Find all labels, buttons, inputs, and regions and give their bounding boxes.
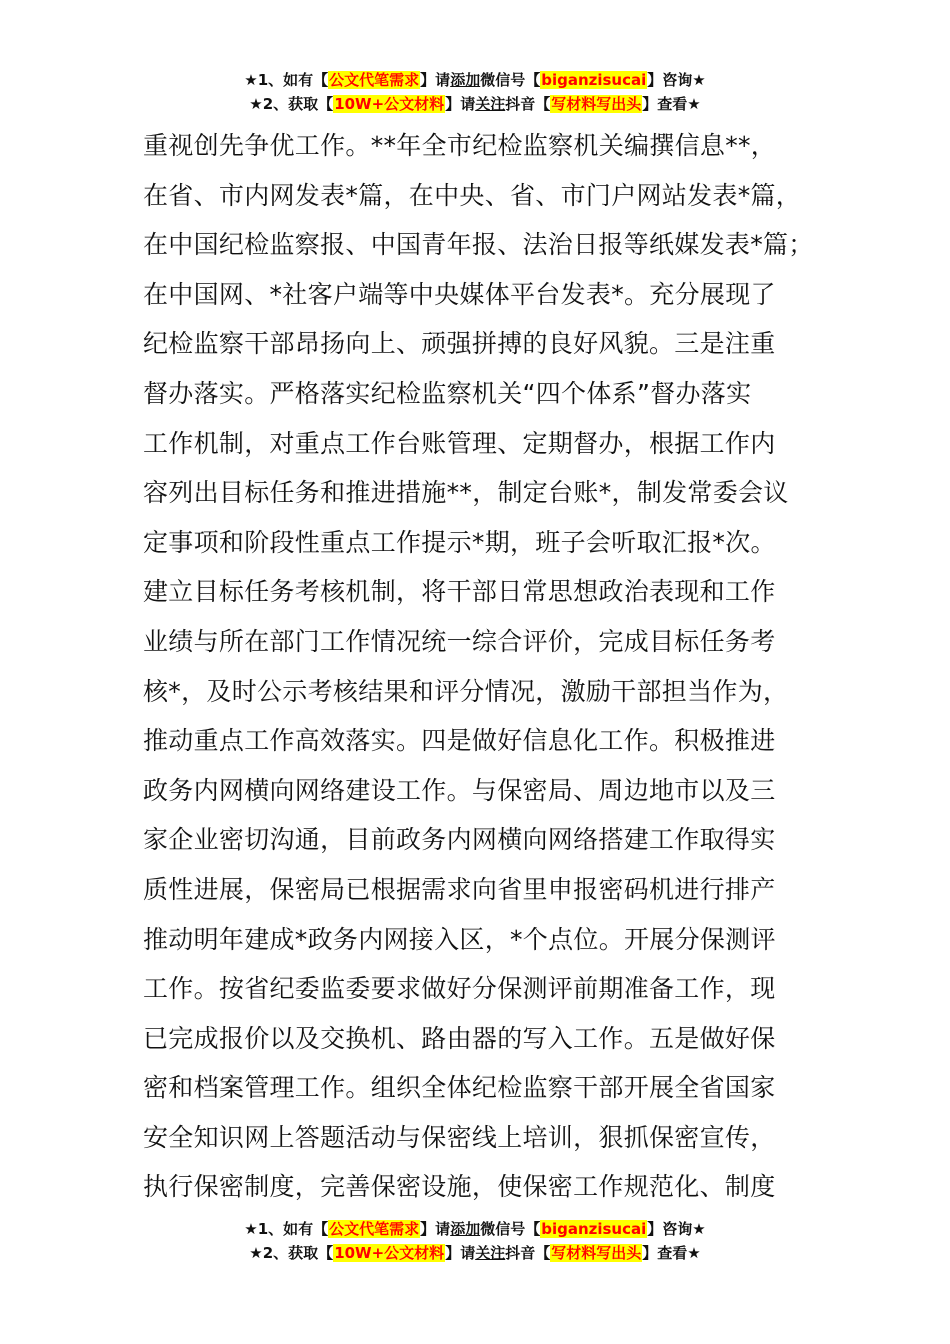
banner-line-1 (0, 68, 950, 92)
underline-text: 关注 (475, 95, 506, 113)
body-line: 建立目标任务考核机制，将干部日常思想政治表现和工作 (143, 577, 776, 607)
body-line: 政务内网横向网络建设工作。与保密局、周边地市以及三 (143, 775, 776, 805)
banner-text: 】请 (420, 1220, 451, 1238)
underline-text: 关注 (475, 1244, 506, 1262)
body-line: 核*，及时公示考核结果和评分情况，激励干部担当作为， (143, 676, 789, 706)
banner-text: 抖音【 (505, 95, 551, 113)
highlight-service: 公文代笔需求 (329, 71, 420, 89)
body-line: 在中国网、*社客户端等中央媒体平台发表*。充分展现了 (143, 279, 776, 309)
banner-text: 】咨询★ (647, 71, 706, 89)
body-line: 督办落实。严格落实纪检监察机关“四个体系”督办落实 (143, 378, 752, 408)
banner-text: ★2、获取【 (249, 95, 334, 113)
body-line: 推动重点工作高效落实。四是做好信息化工作。积极推进 (143, 726, 776, 756)
banner-text: ★1、如有【 (244, 71, 329, 89)
banner-line-2 (0, 92, 950, 116)
body-line: 密和档案管理工作。组织全体纪检监察干部开展全省国家 (143, 1073, 776, 1103)
footer-banner (0, 1217, 950, 1265)
highlight-wechat-id: biganzisucai (541, 1220, 647, 1238)
body-line: 安全知识网上答题活动与保密线上培训，狠抓保密宣传， (143, 1122, 776, 1152)
banner-line-1 (0, 1217, 950, 1241)
body-line: 质性进展，保密局已根据需求向省里申报密码机进行排产 (143, 874, 776, 904)
header-banner (0, 68, 950, 116)
body-line: 推动明年建成*政务内网接入区，*个点位。开展分保测评 (143, 924, 776, 954)
highlight-wechat-id: biganzisucai (541, 71, 647, 89)
body-line: 在中国纪检监察报、中国青年报、法治日报等纸媒发表*篇； (143, 230, 814, 260)
banner-text: 抖音【 (505, 1244, 551, 1262)
body-line: 容列出目标任务和推进措施**，制定台账*，制发常委会议 (143, 478, 789, 508)
highlight-douyin: 写材料写出头 (551, 1244, 642, 1262)
banner-text: 微信号【 (480, 1220, 541, 1238)
highlight-materials: 10W+公文材料 (334, 95, 445, 113)
body-line: 家企业密切沟通，目前政务内网横向网络搭建工作取得实 (143, 825, 776, 855)
banner-text: ★2、获取【 (249, 1244, 334, 1262)
banner-text: 微信号【 (480, 71, 541, 89)
banner-text: 】咨询★ (647, 1220, 706, 1238)
body-line: 在省、市内网发表*篇，在中央、省、市门户网站发表*篇， (143, 180, 802, 210)
banner-text: 】查看★ (642, 1244, 701, 1262)
banner-text: ★1、如有【 (244, 1220, 329, 1238)
banner-text: 】请 (445, 95, 476, 113)
body-line: 定事项和阶段性重点工作提示*期，班子会听取汇报*次。 (143, 527, 776, 557)
document-body (143, 121, 843, 1212)
body-line: 工作。按省纪委监委要求做好分保测评前期准备工作，现 (143, 974, 776, 1004)
highlight-materials: 10W+公文材料 (334, 1244, 445, 1262)
banner-text: 】请 (445, 1244, 476, 1262)
underline-text: 添加 (450, 1220, 481, 1238)
banner-line-2 (0, 1241, 950, 1265)
body-line: 重视创先争优工作。**年全市纪检监察机关编撰信息**， (143, 131, 777, 160)
highlight-douyin: 写材料写出头 (551, 95, 642, 113)
body-line: 执行保密制度，完善保密设施，使保密工作规范化、制度 (143, 1172, 776, 1202)
highlight-service: 公文代笔需求 (329, 1220, 420, 1238)
body-line: 业绩与所在部门工作情况统一综合评价，完成目标任务考 (143, 626, 776, 656)
banner-text: 】请 (420, 71, 451, 89)
body-line: 工作机制，对重点工作台账管理、定期督办，根据工作内 (143, 428, 776, 458)
body-line: 纪检监察干部昂扬向上、顽强拼搏的良好风貌。三是注重 (143, 329, 776, 359)
body-line: 已完成报价以及交换机、路由器的写入工作。五是做好保 (143, 1023, 776, 1053)
banner-text: 】查看★ (642, 95, 701, 113)
underline-text: 添加 (450, 71, 481, 89)
